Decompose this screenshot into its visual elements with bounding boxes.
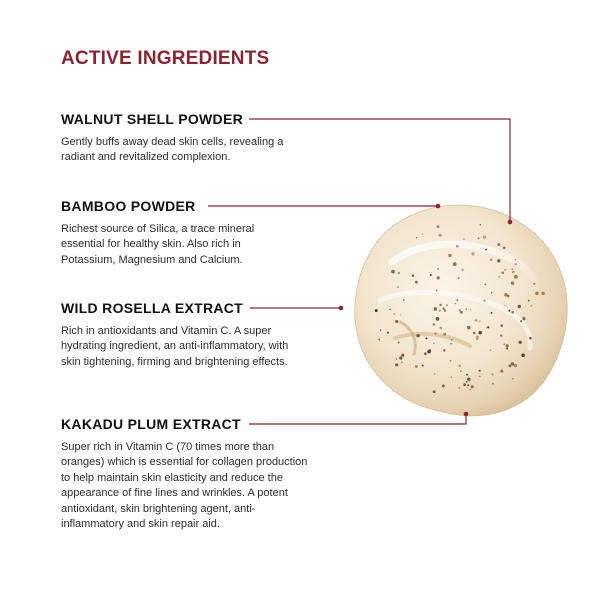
speck <box>476 336 479 339</box>
speck <box>415 281 418 284</box>
speck <box>478 237 480 239</box>
speck <box>439 327 442 330</box>
speck <box>380 329 381 330</box>
ingredient-description-walnut: Gently buffs away dead skin cells, revealing a radiant and revitalized complexion. <box>61 136 284 164</box>
speck <box>463 383 466 386</box>
speck <box>518 305 521 308</box>
speck <box>471 385 474 388</box>
speck <box>458 387 460 389</box>
speck <box>444 309 447 312</box>
speck <box>401 361 403 363</box>
speck <box>466 308 467 309</box>
speck <box>467 384 469 386</box>
speck <box>476 338 478 340</box>
speck <box>529 337 531 339</box>
speck <box>485 249 487 251</box>
connector-bamboo <box>208 204 440 209</box>
speck <box>501 324 504 327</box>
speck <box>522 317 525 320</box>
speck <box>531 305 533 307</box>
speck <box>463 238 465 240</box>
speck <box>416 237 417 238</box>
speck <box>487 326 489 328</box>
speck <box>504 305 505 306</box>
speck <box>467 377 471 381</box>
speck <box>443 349 446 352</box>
speck <box>460 370 461 371</box>
connector-rosella <box>250 306 343 311</box>
speck <box>433 390 436 393</box>
page-title: ACTIVE INGREDIENTS <box>61 48 270 69</box>
speck <box>387 332 389 334</box>
speck <box>389 309 391 311</box>
speck <box>433 342 435 344</box>
speck <box>398 342 400 344</box>
speck <box>511 268 512 269</box>
speck <box>400 314 401 315</box>
speck <box>455 303 456 304</box>
speck <box>391 270 395 274</box>
speck <box>412 275 414 277</box>
speck <box>458 277 460 279</box>
speck <box>459 365 462 368</box>
speck <box>535 291 539 295</box>
ingredient-heading-kakadu: KAKADU PLUM EXTRACT <box>61 416 241 432</box>
speck <box>484 300 486 302</box>
speck <box>466 374 468 376</box>
speck <box>437 268 439 270</box>
speck <box>469 389 471 391</box>
speck <box>507 295 509 297</box>
speck <box>514 275 518 279</box>
speck <box>439 234 442 237</box>
speck <box>512 271 515 274</box>
speck <box>429 349 431 351</box>
speck <box>403 299 405 301</box>
speck <box>433 323 436 326</box>
speck <box>521 354 525 358</box>
speck <box>439 310 441 312</box>
speck <box>456 245 459 248</box>
speck <box>422 365 424 367</box>
speck <box>541 292 544 295</box>
speck <box>393 313 395 315</box>
speck <box>511 311 514 314</box>
speck <box>479 370 481 372</box>
speck <box>397 286 399 288</box>
speck <box>479 331 482 334</box>
speck <box>437 276 440 279</box>
speck <box>395 363 398 366</box>
speck <box>485 284 486 285</box>
speck <box>460 311 463 314</box>
speck <box>480 224 482 226</box>
speck <box>462 269 464 271</box>
speck <box>479 321 481 323</box>
speck <box>511 281 514 284</box>
speck <box>395 320 398 323</box>
ingredient-description-bamboo: Richest source of Silica, a trace mineral essential for healthy skin. Also rich in Potassium, Magnesium and Calcium. <box>61 223 255 266</box>
speck <box>437 225 440 228</box>
speck <box>427 350 431 354</box>
speck <box>439 304 441 306</box>
speck <box>399 356 402 359</box>
speck <box>483 235 486 238</box>
speck <box>506 344 509 347</box>
speck <box>497 243 500 246</box>
ingredient-description-kakadu: Super rich in Vitamin C (70 times more than oranges) which is essential for collagen production to help maintain skin elasticity and reduce the appearance of fine lines and wrinkles. A potent antioxidant, skin brightening agent, anti-inflammatory and skin repair aid. <box>61 441 308 531</box>
speck <box>448 254 451 257</box>
speck <box>512 378 513 379</box>
speck <box>528 300 530 302</box>
speck <box>434 307 437 310</box>
speck <box>497 259 500 262</box>
speck <box>479 376 481 378</box>
speck <box>422 233 424 235</box>
speck <box>470 309 471 310</box>
speck <box>396 358 398 360</box>
speck <box>502 271 505 274</box>
speck <box>475 319 477 321</box>
cream-scrub-blob <box>355 205 567 416</box>
speck <box>506 347 508 349</box>
speck <box>486 327 487 328</box>
speck <box>430 274 432 276</box>
speck <box>514 364 518 368</box>
speck <box>436 317 440 321</box>
connector-kakadu <box>249 412 468 424</box>
speck <box>515 259 516 260</box>
speck <box>416 334 419 337</box>
speck <box>428 351 429 352</box>
speck <box>511 362 514 365</box>
speck <box>498 276 500 278</box>
ingredient-description-rosella: Rich in antioxidants and Vitamin C. A super hydrating ingredient, an anti-inflammatory, with skin tightening, firming and brightening effects. <box>61 325 289 368</box>
speck <box>520 320 522 322</box>
speck <box>459 309 461 311</box>
speck <box>503 343 505 345</box>
speck <box>492 374 494 376</box>
speck <box>500 334 502 336</box>
speck <box>442 307 444 309</box>
speck <box>453 262 457 266</box>
ingredient-heading-walnut: WALNUT SHELL POWDER <box>61 111 243 127</box>
speck <box>515 263 517 265</box>
speck <box>446 304 448 306</box>
speck <box>450 360 452 362</box>
speck <box>508 310 510 312</box>
speck <box>375 309 378 312</box>
speck <box>490 259 492 261</box>
speck <box>492 383 494 385</box>
speck <box>450 343 452 345</box>
speck <box>425 337 427 339</box>
ingredient-heading-bamboo: BAMBOO POWDER <box>61 198 196 214</box>
speck <box>491 312 493 314</box>
speck <box>451 339 453 341</box>
speck <box>442 385 445 388</box>
speck <box>424 352 427 355</box>
speck <box>451 377 452 378</box>
exfoliant-specks <box>375 224 545 393</box>
speck <box>471 252 474 255</box>
speck <box>398 272 400 274</box>
speck <box>456 299 458 301</box>
speck <box>467 326 471 330</box>
speck <box>466 381 468 383</box>
speck <box>436 290 438 292</box>
speck <box>504 269 506 271</box>
speck <box>500 370 503 373</box>
speck <box>443 333 446 336</box>
speck <box>473 332 476 335</box>
speck <box>509 365 512 368</box>
speck <box>490 350 492 352</box>
speck <box>434 374 435 375</box>
speck <box>503 246 506 249</box>
speck <box>401 354 404 357</box>
ingredient-heading-rosella: WILD ROSELLA EXTRACT <box>61 300 244 316</box>
speck <box>504 293 508 297</box>
speck <box>491 292 493 294</box>
speck <box>415 365 418 368</box>
speck <box>533 283 535 285</box>
speck <box>434 332 436 334</box>
speck <box>378 339 380 341</box>
speck <box>519 341 522 344</box>
